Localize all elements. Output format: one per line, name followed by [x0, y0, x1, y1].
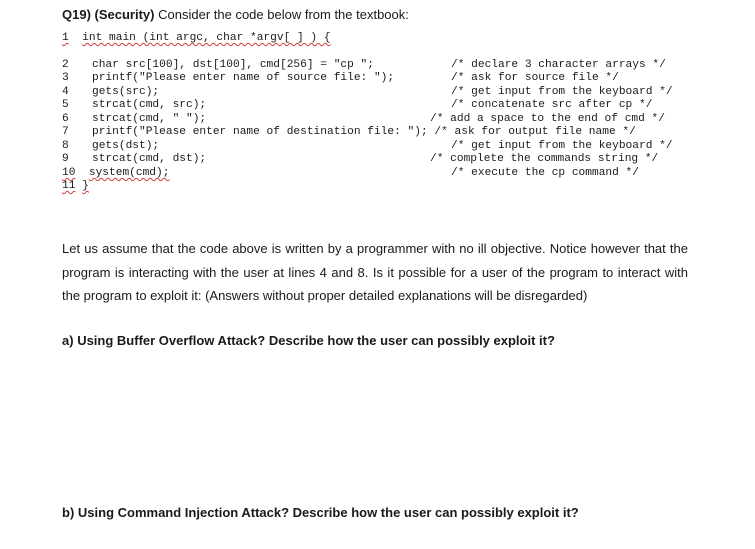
- code-comment: /* get input from the keyboard */: [451, 86, 673, 98]
- code-line-3: [62, 72, 394, 85]
- code-text: strcat(cmd, " ");: [92, 113, 207, 125]
- code-line-5: [62, 99, 206, 112]
- line-number: 6: [62, 113, 69, 125]
- sub-question-label: b): [62, 505, 75, 520]
- sub-question-label: a): [62, 333, 74, 348]
- question-title: [62, 7, 409, 22]
- code-comment: /* add a space to the end of cmd */: [430, 113, 665, 125]
- code-text: int main (int argc, char *argv[ ] ) {: [82, 32, 331, 44]
- code-text: strcat(cmd, dst);: [92, 153, 207, 165]
- question-category: (Security): [94, 7, 155, 22]
- code-comment: /* complete the commands string */: [430, 153, 659, 165]
- code-text: printf("Please enter name of source file: ");: [92, 72, 395, 84]
- code-line-9: [62, 153, 206, 166]
- code-line-8: [62, 140, 159, 153]
- code-text: gets(src);: [92, 86, 160, 98]
- question-paragraph: Let us assume that the code above is written by a programmer with no ill objective. Notice however that the program is interacting with the user at lines 4 and 8. Is it possible for a user of the program to interact with the program to exploit it: (Answers without proper detailed explanations will be disregarded): [62, 241, 688, 303]
- code-comment: /* declare 3 character arrays */: [451, 59, 666, 71]
- sub-question-text: Using Command Injection Attack? Describe how the user can possibly exploit it?: [77, 505, 579, 520]
- code-line-11: [62, 180, 89, 193]
- line-number: 4: [62, 86, 69, 98]
- code-text: gets(dst);: [92, 140, 160, 152]
- code-text: char src[100], dst[100], cmd[256] = "cp ";: [92, 59, 374, 71]
- line-number: 3: [62, 72, 69, 84]
- code-text: printf("Please enter name of destination file: "); /* ask for output file name */: [92, 126, 636, 138]
- line-number: 2: [62, 59, 69, 71]
- line-number: 1: [62, 32, 69, 44]
- sub-question-b: [62, 505, 579, 520]
- sub-question-a: [62, 333, 555, 348]
- code-line-10: [62, 167, 169, 180]
- code-line-1: [62, 32, 331, 45]
- line-number: 7: [62, 126, 69, 138]
- code-line-4: [62, 86, 159, 99]
- question-number: Q19): [62, 7, 91, 22]
- code-line-6: [62, 113, 206, 126]
- line-number: 8: [62, 140, 69, 152]
- code-text: strcat(cmd, src);: [92, 99, 207, 111]
- code-line-2: [62, 59, 374, 72]
- code-comment: /* get input from the keyboard */: [451, 140, 673, 152]
- code-comment: /* execute the cp command */: [451, 167, 639, 179]
- line-number: 11: [62, 180, 76, 192]
- line-number: 9: [62, 153, 69, 165]
- code-line-7: [62, 126, 636, 139]
- code-comment: /* concatenate src after cp */: [451, 99, 653, 111]
- code-comment: /* ask for source file */: [451, 72, 619, 84]
- line-number: 10: [62, 167, 76, 179]
- code-text: system(cmd);: [88, 167, 170, 179]
- sub-question-text: Using Buffer Overflow Attack? Describe how the user can possibly exploit it?: [77, 333, 555, 348]
- line-number: 5: [62, 99, 69, 111]
- question-intro: Consider the code below from the textbook:: [158, 7, 409, 22]
- code-text: }: [82, 180, 89, 192]
